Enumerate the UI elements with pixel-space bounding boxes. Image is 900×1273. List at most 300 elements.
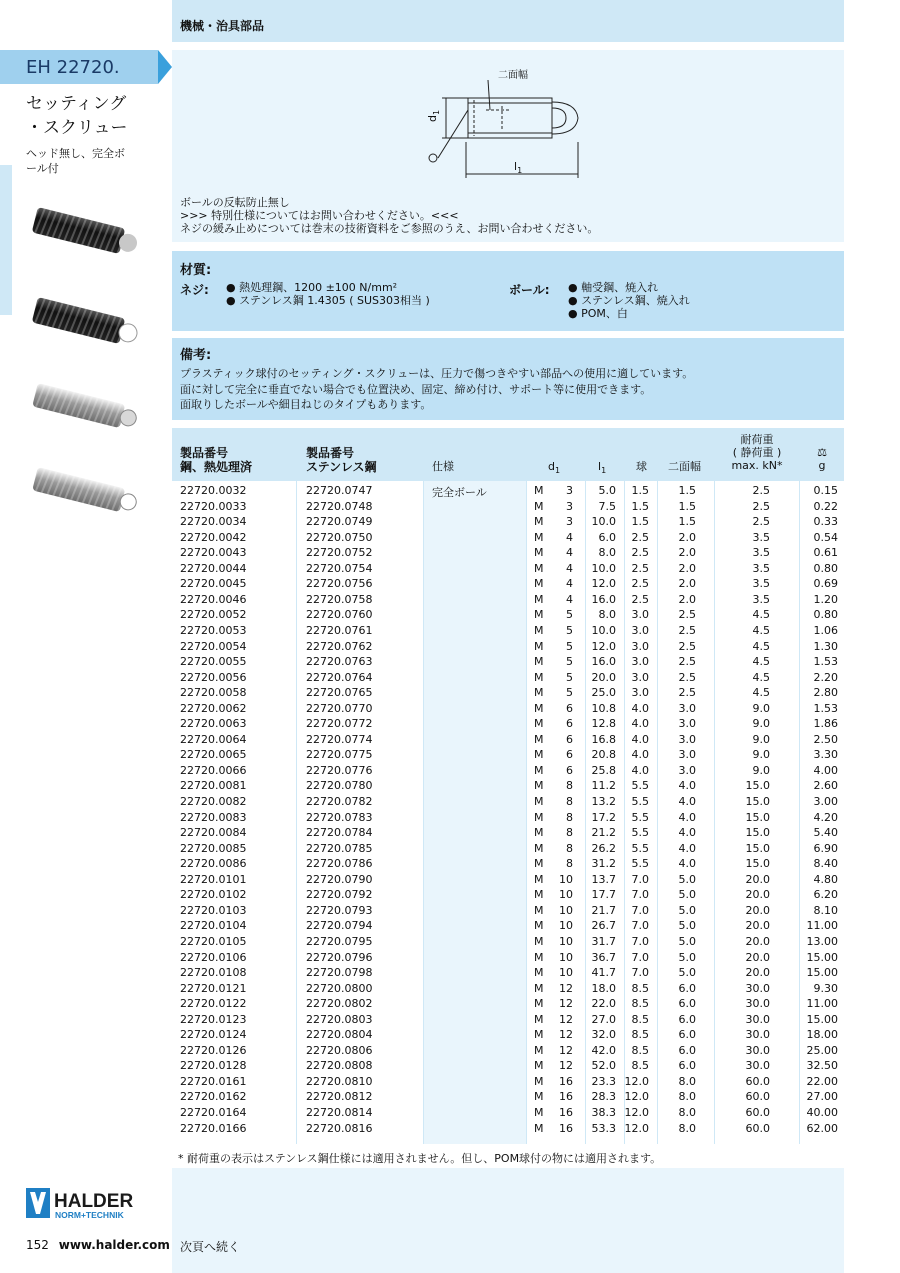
wrench-cell: 2.5 — [678, 670, 696, 684]
header-spec: 仕様 — [432, 460, 454, 473]
screw-material: ● 熱処理鋼、1200 ±100 N/mm² — [226, 281, 398, 294]
remarks-panel — [172, 338, 844, 420]
thread-size-cell: 3 — [566, 515, 573, 529]
thread-size-cell: 10 — [559, 934, 573, 948]
table-row — [172, 887, 844, 903]
table-row — [172, 810, 844, 826]
thread-m-cell: M — [534, 872, 544, 886]
weight-cell: 27.00 — [806, 1090, 838, 1104]
load-cell: 60.0 — [745, 1121, 770, 1135]
steel-code-cell: 22720.0055 — [180, 655, 247, 669]
note-line: ネジの緩み止めについては巻末の技術資料をご参照のうえ、お問い合わせください。 — [180, 222, 599, 235]
load-cell: 30.0 — [745, 1043, 770, 1057]
load-cell: 3.5 — [752, 592, 770, 606]
table-row — [172, 841, 844, 857]
weight-cell: 25.00 — [806, 1043, 838, 1057]
wrench-cell: 1.5 — [678, 499, 696, 513]
material-panel — [172, 251, 844, 331]
stainless-code-cell: 22720.0794 — [306, 919, 373, 933]
thread-m-cell: M — [534, 1059, 544, 1073]
footnote: * 耐荷重の表示はステンレス鋼仕様には適用されません。但し、POM球付の物には適用されます。 — [178, 1152, 662, 1165]
wrench-cell: 2.5 — [678, 639, 696, 653]
stainless-code-cell: 22720.0790 — [306, 872, 373, 886]
steel-code-cell: 22720.0063 — [180, 717, 247, 731]
thread-m-cell: M — [534, 1012, 544, 1026]
thread-m-cell: M — [534, 530, 544, 544]
header-d1: $d_1$ — [548, 460, 561, 476]
ball-cell: 5.5 — [631, 841, 649, 855]
l1-cell: 8.0 — [598, 608, 616, 622]
ball-cell: 3.0 — [631, 639, 649, 653]
thread-size-cell: 12 — [559, 1043, 573, 1057]
thread-m-cell: M — [534, 655, 544, 669]
l1-cell: 13.2 — [591, 795, 616, 808]
ball-cell: 4.0 — [631, 763, 649, 777]
steel-code-cell: 22720.0062 — [180, 701, 247, 715]
wrench-cell: 6.0 — [678, 1059, 696, 1073]
l1-cell: 25.0 — [591, 686, 616, 700]
load-cell: 15.0 — [745, 810, 770, 824]
weight-icon: ⚖ — [817, 446, 827, 459]
note-line: >>> 特別仕様についてはお問い合わせください。<<< — [180, 209, 459, 222]
l1-cell: 10.0 — [591, 623, 616, 637]
stainless-code-cell: 22720.0782 — [306, 795, 373, 808]
ball-cell: 1.5 — [631, 515, 649, 529]
l1-cell: 10.8 — [591, 701, 616, 715]
wrench-size-label: 二面幅 — [498, 70, 528, 81]
l1-cell: 38.3 — [591, 1106, 616, 1119]
stainless-code-cell: 22720.0776 — [306, 763, 373, 777]
stainless-code-cell: 22720.0748 — [306, 499, 373, 513]
weight-cell: 2.20 — [813, 670, 838, 684]
ball-cell: 7.0 — [631, 903, 649, 917]
stainless-code-cell: 22720.0786 — [306, 857, 373, 871]
l1-cell: 32.0 — [591, 1028, 616, 1042]
steel-code-cell: 22720.0052 — [180, 608, 247, 622]
thread-size-cell: 4 — [566, 561, 573, 575]
steel-code-cell: 22720.0083 — [180, 810, 247, 824]
ball-cell: 8.5 — [631, 1059, 649, 1073]
stainless-code-cell: 22720.0796 — [306, 950, 373, 964]
wrench-cell: 6.0 — [678, 981, 696, 995]
wrench-cell: 2.5 — [678, 608, 696, 622]
thread-size-cell: 10 — [559, 950, 573, 964]
table-row — [172, 763, 844, 779]
wrench-cell: 3.0 — [678, 717, 696, 731]
weight-cell: 18.00 — [806, 1028, 838, 1042]
thread-size-cell: 10 — [559, 966, 573, 980]
table-row — [172, 1043, 844, 1059]
ball-material: ● ステンレス鋼、焼入れ — [568, 294, 690, 307]
weight-cell: 1.53 — [813, 701, 838, 715]
weight-cell: 1.86 — [813, 717, 838, 731]
product-photos — [28, 195, 158, 535]
thread-size-cell: 8 — [566, 826, 573, 840]
table-row — [172, 499, 844, 515]
table-row — [172, 670, 844, 686]
table-row — [172, 1027, 844, 1043]
l1-cell: 53.3 — [591, 1121, 616, 1135]
weight-cell: 0.69 — [813, 577, 838, 591]
table-row — [172, 996, 844, 1012]
load-cell: 60.0 — [745, 1106, 770, 1119]
thread-m-cell: M — [534, 623, 544, 637]
stainless-code-cell: 22720.0754 — [306, 561, 373, 575]
brand-tagline: NORM+TECHNIK — [55, 1210, 124, 1220]
weight-cell: 0.54 — [813, 530, 838, 544]
steel-code-cell: 22720.0123 — [180, 1012, 247, 1026]
ball-label: ボール: — [509, 283, 550, 297]
thread-size-cell: 8 — [566, 810, 573, 824]
stainless-code-cell: 22720.0774 — [306, 732, 373, 746]
steel-code-cell: 22720.0084 — [180, 826, 247, 840]
weight-cell: 6.20 — [813, 888, 838, 902]
ball-cell: 7.0 — [631, 966, 649, 980]
l1-cell: 26.7 — [591, 919, 616, 933]
table-row — [172, 872, 844, 888]
spec-cell: 完全ボール — [432, 486, 487, 499]
steel-code-cell: 22720.0108 — [180, 966, 247, 980]
thread-m-cell: M — [534, 810, 544, 824]
wrench-cell: 2.0 — [678, 561, 696, 575]
ball-cell: 7.0 — [631, 919, 649, 933]
l1-cell: 52.0 — [591, 1059, 616, 1073]
table-row — [172, 1058, 844, 1074]
l1-label: $l_1$ — [514, 160, 523, 175]
load-cell: 30.0 — [745, 1028, 770, 1042]
ball-cell: 12.0 — [624, 1121, 649, 1135]
load-cell: 3.5 — [752, 546, 770, 560]
header-l1: $l_1$ — [598, 460, 607, 476]
table-row — [172, 1089, 844, 1105]
wrench-cell: 2.5 — [678, 686, 696, 700]
steel-code-cell: 22720.0046 — [180, 592, 247, 606]
remarks-heading: 備考: — [180, 348, 212, 363]
weight-cell: 5.40 — [813, 826, 838, 840]
thread-m-cell: M — [534, 779, 544, 793]
load-cell: 20.0 — [745, 950, 770, 964]
weight-cell: 2.50 — [813, 732, 838, 746]
l1-cell: 8.0 — [598, 546, 616, 560]
ball-cell: 8.5 — [631, 981, 649, 995]
table-row — [172, 654, 844, 670]
thread-size-cell: 12 — [559, 997, 573, 1011]
category-header — [172, 0, 844, 42]
header-stainless-code: 製品番号 ステンレス鋼 — [306, 446, 377, 474]
ball-cell: 2.5 — [631, 530, 649, 544]
load-cell: 15.0 — [745, 826, 770, 840]
thread-m-cell: M — [534, 841, 544, 855]
wrench-cell: 8.0 — [678, 1090, 696, 1104]
table-row — [172, 965, 844, 981]
ball-cell: 8.5 — [631, 1028, 649, 1042]
wrench-cell: 1.5 — [678, 484, 696, 497]
load-cell: 20.0 — [745, 966, 770, 980]
notes — [180, 196, 598, 235]
table-row — [172, 545, 844, 561]
stainless-code-cell: 22720.0756 — [306, 577, 373, 591]
load-cell: 60.0 — [745, 1090, 770, 1104]
thread-size-cell: 4 — [566, 577, 573, 591]
steel-code-cell: 22720.0121 — [180, 981, 247, 995]
thread-m-cell: M — [534, 515, 544, 529]
thread-m-cell: M — [534, 499, 544, 513]
thread-size-cell: 16 — [559, 1074, 573, 1088]
thread-size-cell: 4 — [566, 546, 573, 560]
stainless-code-cell: 22720.0775 — [306, 748, 373, 762]
arrow-icon — [158, 50, 172, 84]
product-table — [172, 428, 844, 1144]
ball-cell: 8.5 — [631, 1043, 649, 1057]
steel-code-cell: 22720.0064 — [180, 732, 247, 746]
load-cell: 4.5 — [752, 639, 770, 653]
load-cell: 9.0 — [752, 717, 770, 731]
l1-cell: 5.0 — [598, 484, 616, 497]
l1-cell: 16.8 — [591, 732, 616, 746]
stainless-code-cell: 22720.0785 — [306, 841, 373, 855]
thread-size-cell: 6 — [566, 732, 573, 746]
thread-size-cell: 3 — [566, 499, 573, 513]
stainless-code-cell: 22720.0804 — [306, 1028, 373, 1042]
stainless-code-cell: 22720.0762 — [306, 639, 373, 653]
weight-cell: 22.00 — [806, 1074, 838, 1088]
category-label: 機械・治具部品 — [180, 19, 265, 33]
table-row — [172, 701, 844, 717]
table-row — [172, 918, 844, 934]
ball-cell: 2.5 — [631, 592, 649, 606]
table-row — [172, 732, 844, 748]
ball-cell: 7.0 — [631, 934, 649, 948]
steel-code-cell: 22720.0126 — [180, 1043, 247, 1057]
thread-m-cell: M — [534, 546, 544, 560]
ball-cell: 12.0 — [624, 1106, 649, 1119]
weight-cell: 4.20 — [813, 810, 838, 824]
weight-cell: 4.00 — [813, 763, 838, 777]
ball-cell: 8.5 — [631, 997, 649, 1011]
thread-size-cell: 8 — [566, 795, 573, 808]
weight-cell: 2.60 — [813, 779, 838, 793]
table-row — [172, 825, 844, 841]
thread-m-cell: M — [534, 950, 544, 964]
load-cell: 2.5 — [752, 484, 770, 497]
ball-cell: 2.5 — [631, 561, 649, 575]
steel-code-cell: 22720.0161 — [180, 1074, 247, 1088]
wrench-cell: 5.0 — [678, 966, 696, 980]
steel-code-cell: 22720.0086 — [180, 857, 247, 871]
stainless-code-cell: 22720.0764 — [306, 670, 373, 684]
header-ball: 球 — [636, 460, 647, 473]
l1-cell: 17.7 — [591, 888, 616, 902]
l1-cell: 12.8 — [591, 717, 616, 731]
wrench-cell: 8.0 — [678, 1074, 696, 1088]
load-cell: 4.5 — [752, 670, 770, 684]
stainless-code-cell: 22720.0803 — [306, 1012, 373, 1026]
stainless-code-cell: 22720.0765 — [306, 686, 373, 700]
steel-code-cell: 22720.0065 — [180, 748, 247, 762]
steel-code-cell: 22720.0166 — [180, 1121, 247, 1135]
header-wrench: 二面幅 — [668, 460, 701, 473]
l1-cell: 23.3 — [591, 1074, 616, 1088]
table-row — [172, 530, 844, 546]
load-cell: 20.0 — [745, 872, 770, 886]
l1-cell: 36.7 — [591, 950, 616, 964]
wrench-cell: 4.0 — [678, 826, 696, 840]
screw-materials — [226, 281, 430, 307]
technical-drawing — [172, 50, 844, 190]
table-row — [172, 950, 844, 966]
thread-size-cell: 5 — [566, 670, 573, 684]
weight-cell: 8.40 — [813, 857, 838, 871]
ball-cell: 5.5 — [631, 857, 649, 871]
screw-photo-2 — [32, 297, 140, 348]
load-cell: 20.0 — [745, 919, 770, 933]
l1-cell: 26.2 — [591, 841, 616, 855]
table-row — [172, 903, 844, 919]
weight-cell: 32.50 — [806, 1059, 838, 1073]
table-row — [172, 1121, 844, 1137]
weight-cell: 15.00 — [806, 1012, 838, 1026]
weight-cell: 40.00 — [806, 1106, 838, 1119]
header-weight: ⚖ g — [800, 446, 844, 472]
steel-code-cell: 22720.0058 — [180, 686, 247, 700]
stainless-code-cell: 22720.0806 — [306, 1043, 373, 1057]
steel-code-cell: 22720.0034 — [180, 515, 247, 529]
thread-m-cell: M — [534, 639, 544, 653]
screw-photo-1 — [32, 207, 140, 258]
thread-size-cell: 10 — [559, 919, 573, 933]
weight-cell: 9.30 — [813, 981, 838, 995]
thread-m-cell: M — [534, 686, 544, 700]
weight-cell: 8.10 — [813, 903, 838, 917]
thread-size-cell: 12 — [559, 1012, 573, 1026]
thread-size-cell: 5 — [566, 623, 573, 637]
wrench-cell: 5.0 — [678, 903, 696, 917]
thread-size-cell: 6 — [566, 701, 573, 715]
weight-cell: 6.90 — [813, 841, 838, 855]
ball-cell: 5.5 — [631, 810, 649, 824]
thread-size-cell: 8 — [566, 841, 573, 855]
steel-code-cell: 22720.0082 — [180, 795, 247, 808]
thread-m-cell: M — [534, 748, 544, 762]
thread-m-cell: M — [534, 826, 544, 840]
load-cell: 2.5 — [752, 515, 770, 529]
weight-cell: 1.06 — [813, 623, 838, 637]
header-load: 耐荷重 ( 静荷重 ) max. kN* — [731, 433, 783, 472]
page-footer — [26, 1238, 170, 1252]
stainless-code-cell: 22720.0760 — [306, 608, 373, 622]
wrench-cell: 8.0 — [678, 1121, 696, 1135]
load-cell: 3.5 — [752, 530, 770, 544]
stainless-code-cell: 22720.0808 — [306, 1059, 373, 1073]
stainless-code-cell: 22720.0795 — [306, 934, 373, 948]
thread-m-cell: M — [534, 1043, 544, 1057]
steel-code-cell: 22720.0104 — [180, 919, 247, 933]
steel-code-cell: 22720.0102 — [180, 888, 247, 902]
weight-cell: 1.20 — [813, 592, 838, 606]
steel-code-cell: 22720.0081 — [180, 779, 247, 793]
stainless-code-cell: 22720.0749 — [306, 515, 373, 529]
table-row — [172, 483, 844, 499]
brand-name: HALDER — [54, 1191, 134, 1212]
steel-code-cell: 22720.0042 — [180, 530, 247, 544]
steel-code-cell: 22720.0101 — [180, 872, 247, 886]
steel-code-cell: 22720.0033 — [180, 499, 247, 513]
l1-cell: 13.7 — [591, 872, 616, 886]
wrench-cell: 4.0 — [678, 810, 696, 824]
l1-cell: 31.2 — [591, 857, 616, 871]
wrench-cell: 8.0 — [678, 1106, 696, 1119]
thread-size-cell: 10 — [559, 888, 573, 902]
table-row — [172, 623, 844, 639]
ball-cell: 4.0 — [631, 748, 649, 762]
thread-m-cell: M — [534, 934, 544, 948]
table-row — [172, 514, 844, 530]
load-cell: 3.5 — [752, 561, 770, 575]
screw-photo-4 — [32, 467, 139, 515]
weight-cell: 2.80 — [813, 686, 838, 700]
stainless-code-cell: 22720.0798 — [306, 966, 373, 980]
table-row — [172, 685, 844, 701]
screw-material: ● ステンレス鋼 1.4305 ( SUS303相当 ) — [226, 294, 430, 307]
wrench-cell: 6.0 — [678, 1043, 696, 1057]
website-link[interactable]: www.halder.com — [58, 1238, 170, 1252]
product-code: EH 22720. — [26, 57, 120, 78]
wrench-cell: 5.0 — [678, 934, 696, 948]
stainless-code-cell: 22720.0793 — [306, 903, 373, 917]
load-cell: 30.0 — [745, 997, 770, 1011]
steel-code-cell: 22720.0122 — [180, 997, 247, 1011]
thread-m-cell: M — [534, 484, 544, 497]
l1-cell: 11.2 — [591, 779, 616, 793]
d1-label: $d_1$ — [426, 109, 441, 122]
subtitle-line-2: ール付 — [26, 162, 59, 175]
note-line: ボールの反転防止無し — [180, 196, 290, 209]
l1-cell: 42.0 — [591, 1043, 616, 1057]
load-cell: 9.0 — [752, 748, 770, 762]
ball-cell: 3.0 — [631, 623, 649, 637]
thread-m-cell: M — [534, 857, 544, 871]
stainless-code-cell: 22720.0770 — [306, 701, 373, 715]
stainless-code-cell: 22720.0780 — [306, 779, 373, 793]
load-cell: 2.5 — [752, 499, 770, 513]
thread-size-cell: 8 — [566, 779, 573, 793]
weight-cell: 0.33 — [813, 515, 838, 529]
l1-cell: 28.3 — [591, 1090, 616, 1104]
thread-m-cell: M — [534, 981, 544, 995]
wrench-cell: 4.0 — [678, 857, 696, 871]
stainless-code-cell: 22720.0810 — [306, 1074, 373, 1088]
steel-code-cell: 22720.0054 — [180, 639, 247, 653]
thread-m-cell: M — [534, 1106, 544, 1119]
steel-code-cell: 22720.0164 — [180, 1106, 247, 1119]
l1-cell: 21.7 — [591, 903, 616, 917]
steel-code-cell: 22720.0105 — [180, 934, 247, 948]
steel-code-cell: 22720.0043 — [180, 546, 247, 560]
product-code-box — [0, 50, 158, 84]
thread-size-cell: 16 — [559, 1090, 573, 1104]
ball-cell: 7.0 — [631, 872, 649, 886]
table-row — [172, 607, 844, 623]
wrench-cell: 6.0 — [678, 1028, 696, 1042]
ball-cell: 7.0 — [631, 888, 649, 902]
ball-cell: 3.0 — [631, 670, 649, 684]
thread-size-cell: 6 — [566, 748, 573, 762]
thread-m-cell: M — [534, 1074, 544, 1088]
wrench-cell: 6.0 — [678, 997, 696, 1011]
load-cell: 9.0 — [752, 701, 770, 715]
load-cell: 20.0 — [745, 934, 770, 948]
weight-cell: 13.00 — [806, 934, 838, 948]
